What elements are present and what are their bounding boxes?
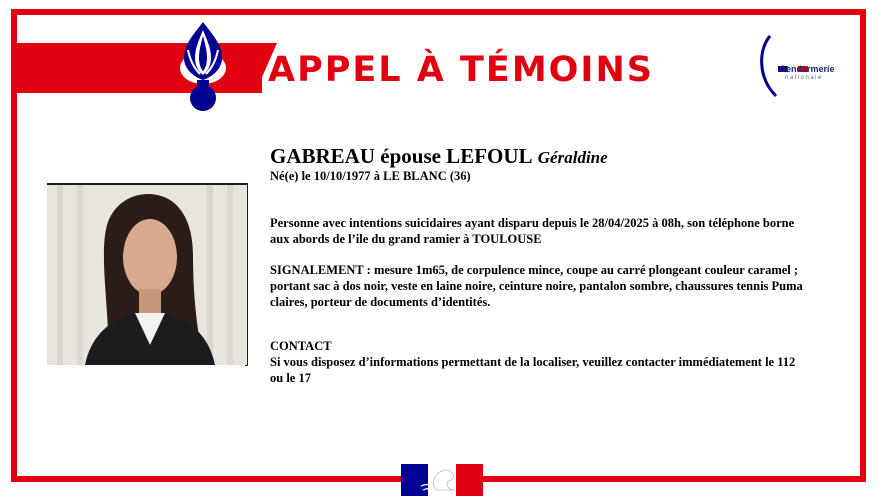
missing-person-photo — [47, 185, 247, 365]
person-given-name: Géraldine — [537, 148, 608, 167]
contact-paragraph: Si vous disposez d’informations permettant de la localiser, veuillez contacter immédiatement le 112 ou le 17 — [270, 355, 796, 385]
person-birth-info: Né(e) le 10/10/1977 à LE BLANC (36) — [270, 169, 471, 183]
marianne-logo-icon — [401, 464, 483, 496]
description-paragraph: SIGNALEMENT : mesure 1m65, de corpulence mince, coupe au carré plongeant couleur caramel ; portant sac à dos noir, veste en laine noire, ceinture noire, pantalon sombre, chaussures tennis Puma claires, porteur de documents d’identités. — [270, 263, 803, 309]
logo-text-nationale: nationale — [785, 75, 823, 81]
disappearance-paragraph: Personne avec intentions suicidaires ayant disparu depuis le 28/04/2025 à 08h, son téléphone borne aux abords de l’ile du grand ramier à TOULOUSE — [270, 216, 795, 246]
gendarmerie-grenade-icon — [176, 20, 230, 112]
person-name — [270, 144, 608, 170]
logo-text-gendarmerie: Gendarmerie — [779, 64, 835, 74]
contact-heading: CONTACT — [270, 339, 332, 353]
person-surname: GABREAU épouse LEFOUL — [270, 144, 533, 168]
page-title: APPEL À TÉMOINS — [268, 50, 654, 90]
